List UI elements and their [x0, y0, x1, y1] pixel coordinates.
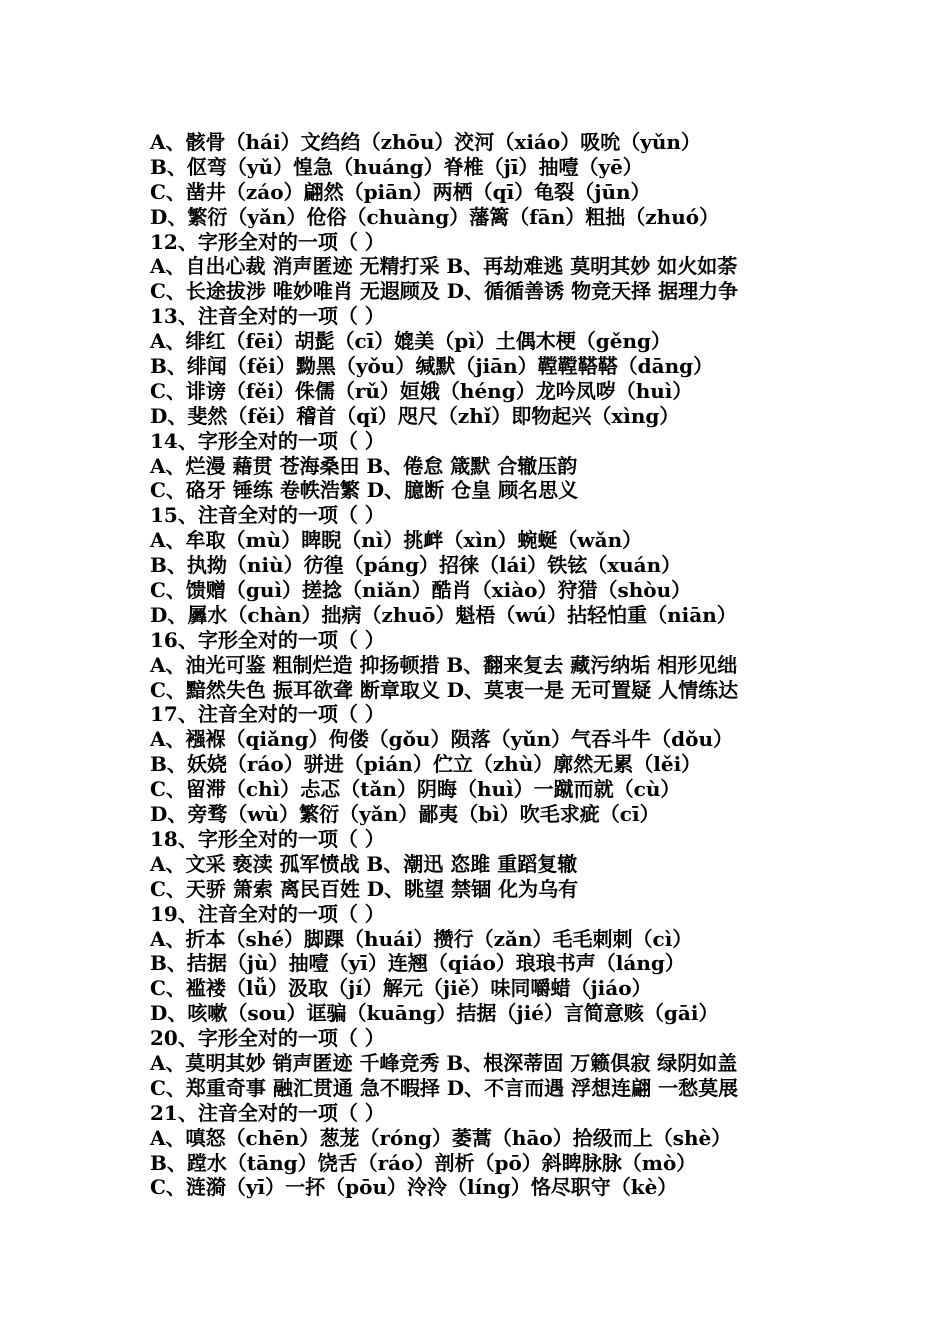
text-line: D、旁骛（wù）繁衍（yǎn）鄙夷（bì）吹毛求疵（cī） — [150, 802, 660, 827]
question-heading: 12、字形全对的一项（ ） — [150, 229, 385, 254]
text-line: A、莫明其妙 销声匿迹 千峰竞秀 B、根深蒂固 万籁俱寂 绿阴如盖 — [150, 1050, 738, 1075]
text-line: A、烂漫 藉贯 苍海桑田 B、倦怠 箴默 合辙压韵 — [150, 453, 578, 478]
text-line: A、油光可鉴 粗制烂造 抑扬顿措 B、翻来复去 藏污纳垢 相形见绌 — [150, 652, 738, 677]
text-line: B、拮据（jù）抽噎（yī）连翘（qiáo）琅琅书声（láng） — [150, 951, 685, 976]
text-line: C、褴褛（lǚ）汲取（jí）解元（jiě）味同嚼蜡（jiáo） — [150, 976, 652, 1001]
text-line: D、斐然（fěi）稽首（qǐ）咫尺（zhǐ）即物起兴（xìng） — [150, 403, 680, 428]
text-line: C、凿井（záo）翩然（piān）两栖（qī）龟裂（jūn） — [150, 179, 651, 204]
text-line: A、牟取（mù）睥睨（nì）挑衅（xìn）蜿蜒（wǎn） — [150, 528, 643, 553]
text-line: C、硌牙 锤练 卷帙浩繁 D、臆断 仓皇 顾名思义 — [150, 478, 579, 503]
question-heading: 18、字形全对的一项（ ） — [150, 826, 385, 851]
text-line: D、繁衍（yǎn）伧俗（chuàng）藩篱（fān）粗拙（zhuó） — [150, 204, 720, 229]
text-line: C、长途拔涉 唯妙唯肖 无遐顾及 D、循循善诱 物竞天择 据理力争 — [150, 279, 739, 304]
question-heading: 14、字形全对的一项（ ） — [150, 428, 385, 453]
text-line: B、伛弯（yǔ）惶急（huáng）脊椎（jī）抽噎（yē） — [150, 154, 643, 179]
document-page — [150, 130, 870, 1200]
text-line: A、嗔怒（chēn）葱茏（róng）萎蒿（hāo）拾级而上（shè） — [150, 1125, 732, 1150]
question-heading: 17、注音全对的一项（ ） — [150, 702, 385, 727]
text-line: A、绯红（fēi）胡髭（cī）媲美（pì）土偶木梗（gěng） — [150, 329, 672, 354]
text-line: C、郑重奇事 融汇贯通 急不暇择 D、不言而遇 浮想连翩 一愁莫展 — [150, 1075, 739, 1100]
text-line: C、诽谤（fěi）侏儒（rǔ）姮娥（héng）龙吟凤哕（huì） — [150, 378, 693, 403]
question-heading: 20、字形全对的一项（ ） — [150, 1026, 385, 1051]
text-line: A、折本（shé）脚踝（huái）攒行（zǎn）毛毛刺刺（cì） — [150, 926, 693, 951]
question-heading: 19、注音全对的一项（ ） — [150, 901, 385, 926]
text-line: A、自出心裁 消声匿迹 无精打采 B、再劫难逃 莫明其妙 如火如荼 — [150, 254, 738, 279]
question-heading: 21、注音全对的一项（ ） — [150, 1100, 385, 1125]
question-heading: 13、注音全对的一项（ ） — [150, 304, 385, 329]
text-line: B、妖娆（ráo）骈进（pián）伫立（zhù）廓然无累（lěi） — [150, 752, 702, 777]
text-line: B、执拗（niù）彷徨（páng）招徕（lái）铁铉（xuán） — [150, 553, 682, 578]
text-line: B、绯闻（fěi）黝黑（yǒu）缄默（jiān）鞺鞺鞳鞳（dāng） — [150, 354, 714, 379]
text-line: C、馈赠（guì）搓捻（niǎn）酷肖（xiào）狩猎（shòu） — [150, 578, 692, 603]
question-heading: 15、注音全对的一项（ ） — [150, 503, 385, 528]
text-line: A、骸骨（hái）文绉绉（zhōu）洨河（xiáo）吸吮（yǔn） — [150, 130, 701, 154]
text-line: C、涟漪（yī）一抔（pōu）泠泠（líng）恪尽职守（kè） — [150, 1175, 678, 1200]
text-line: A、襁褓（qiǎng）佝偻（gǒu）陨落（yǔn）气吞斗牛（dǒu） — [150, 727, 734, 752]
text-line: C、天骄 箫索 离民百姓 D、眺望 禁锢 化为乌有 — [150, 876, 579, 901]
text-line: C、留滞（chì）忐忑（tǎn）阴晦（huì）一蹴而就（cù） — [150, 777, 681, 802]
question-heading: 16、字形全对的一项（ ） — [150, 627, 385, 652]
text-line: C、黯然失色 振耳欲聋 断章取义 D、莫衷一是 无可置疑 人情练达 — [150, 677, 739, 702]
text-line: A、文采 亵渎 孤军愤战 B、潮迅 恣雎 重蹈复辙 — [150, 851, 578, 876]
text-line: D、咳嗽（sou）诓骗（kuāng）拮据（jié）言简意赅（gāi） — [150, 1001, 719, 1026]
text-line: D、羼水（chàn）拙病（zhuō）魁梧（wú）拈轻怕重（niān） — [150, 602, 737, 627]
text-line: B、蹚水（tāng）饶舌（ráo）剖析（pō）斜睥脉脉（mò） — [150, 1150, 697, 1175]
